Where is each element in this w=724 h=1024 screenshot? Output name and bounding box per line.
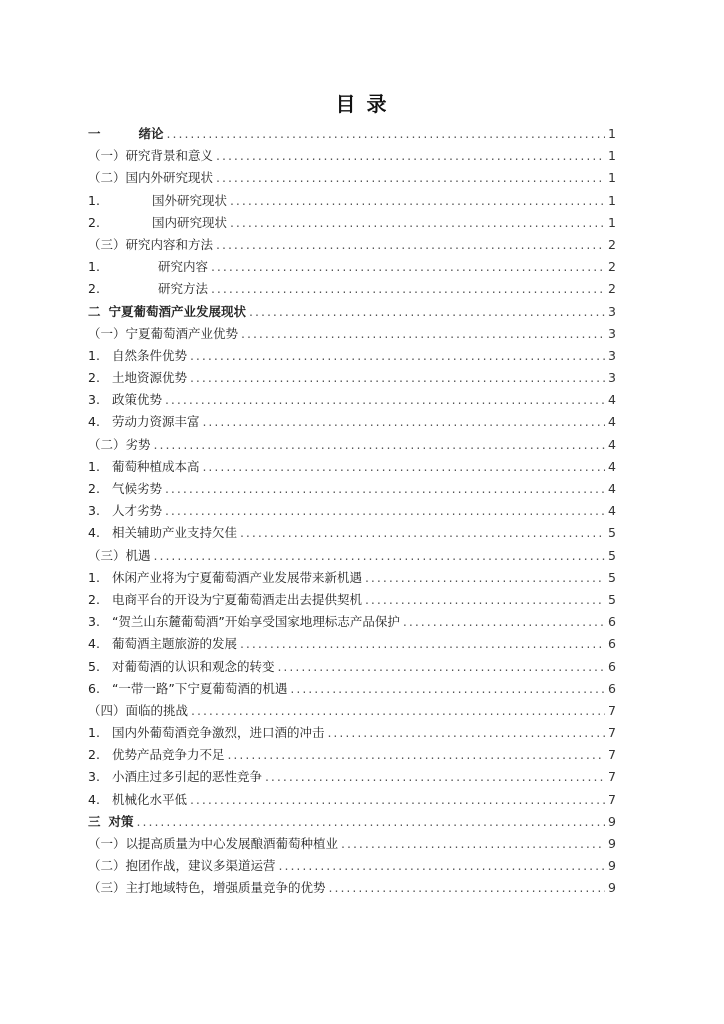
dot-leader	[290, 678, 605, 700]
toc-entry-page-number: 1	[608, 192, 616, 208]
table-of-contents	[88, 123, 616, 900]
toc-entry-label: 政策优势	[111, 392, 162, 408]
toc-entry[interactable]	[88, 567, 616, 589]
dot-leader	[329, 877, 605, 899]
toc-entry[interactable]	[88, 855, 616, 877]
toc-entry-label: “一带一路”下宁夏葡萄酒的机遇	[111, 680, 288, 696]
dot-leader	[403, 611, 605, 633]
toc-entry[interactable]	[88, 434, 616, 456]
toc-entry-number: 1.	[88, 259, 100, 275]
dot-leader	[216, 145, 605, 167]
toc-entry[interactable]	[88, 478, 616, 500]
toc-entry-number: 三	[88, 813, 101, 829]
toc-entry-number: 4.	[88, 525, 100, 541]
dot-leader	[165, 500, 605, 522]
toc-entry-page-number: 2	[608, 236, 616, 252]
toc-entry-label: （三）主打地域特色，增强质量竞争的优势	[88, 880, 326, 896]
toc-entry-label: 土地资源优势	[111, 370, 187, 386]
toc-entry-label: 劳动力资源丰富	[111, 414, 200, 430]
toc-entry-page-number: 4	[608, 436, 616, 452]
toc-entry-label: 对策	[108, 813, 134, 829]
toc-entry-label: 相关辅助产业支持欠佳	[111, 525, 237, 541]
toc-entry[interactable]	[88, 500, 616, 522]
dot-leader	[211, 278, 605, 300]
toc-entry[interactable]	[88, 811, 616, 833]
toc-entry-page-number: 7	[608, 791, 616, 807]
toc-entry[interactable]	[88, 789, 616, 811]
toc-entry[interactable]	[88, 722, 616, 744]
dot-leader	[154, 545, 605, 567]
toc-entry-label: 研究方法	[157, 281, 208, 297]
dot-leader	[190, 789, 605, 811]
dot-leader	[216, 234, 605, 256]
toc-entry-label: 对葡萄酒的认识和观念的转变	[111, 658, 275, 674]
toc-entry-page-number: 6	[608, 680, 616, 696]
toc-entry-number: 二	[88, 303, 101, 319]
toc-entry-page-number: 9	[608, 880, 616, 896]
toc-entry-page-number: 6	[608, 636, 616, 652]
dot-leader	[265, 766, 605, 788]
toc-entry-number: 2.	[88, 281, 100, 297]
toc-entry[interactable]	[88, 411, 616, 433]
toc-entry-page-number: 4	[608, 414, 616, 430]
toc-entry-label: 人才劣势	[111, 503, 162, 519]
dot-leader	[230, 212, 605, 234]
toc-entry-label: （一）研究背景和意义	[88, 148, 214, 164]
toc-entry-label: 绪论	[138, 126, 164, 141]
toc-entry-page-number: 6	[608, 614, 616, 630]
dot-leader	[240, 633, 605, 655]
toc-entry-page-number: 1	[608, 148, 616, 164]
toc-entry-label: 国内研究现状	[151, 214, 227, 230]
toc-entry-page-number: 5	[608, 525, 616, 541]
toc-entry-page-number: 1	[608, 170, 616, 186]
toc-entry-page-number: 7	[608, 769, 616, 785]
toc-entry[interactable]	[88, 877, 616, 899]
toc-entry[interactable]	[88, 522, 616, 544]
toc-entry-label: （二）国内外研究现状	[88, 170, 214, 186]
dot-leader	[154, 434, 605, 456]
toc-entry[interactable]	[88, 833, 616, 855]
toc-entry-page-number: 5	[608, 591, 616, 607]
toc-entry[interactable]	[88, 744, 616, 766]
toc-entry-label: 休闲产业将为宁夏葡萄酒产业发展带来新机遇	[111, 569, 362, 585]
toc-entry-page-number: 2	[608, 281, 616, 297]
toc-entry-number: 1.	[88, 569, 100, 585]
toc-entry-number: 6.	[88, 680, 100, 696]
toc-entry-number: 一	[88, 126, 101, 141]
toc-entry-label: 小酒庄过多引起的恶性竞争	[111, 769, 262, 785]
dot-leader	[165, 478, 605, 500]
toc-entry[interactable]	[88, 656, 616, 678]
toc-entry-label: 葡萄种植成本高	[111, 458, 200, 474]
page-title: 目 录	[335, 92, 389, 116]
dot-leader	[202, 456, 605, 478]
toc-entry-page-number: 1	[608, 126, 616, 141]
toc-entry-page-number: 6	[608, 658, 616, 674]
toc-entry-number: 5.	[88, 658, 100, 674]
toc-entry-page-number: 4	[608, 392, 616, 408]
dot-leader	[216, 167, 605, 189]
dot-leader	[227, 744, 605, 766]
toc-entry[interactable]	[88, 190, 616, 212]
toc-entry-page-number: 3	[608, 370, 616, 386]
toc-entry-label: 电商平台的开设为宁夏葡萄酒走出去提供契机	[111, 591, 362, 607]
toc-entry-page-number: 4	[608, 481, 616, 496]
toc-entry[interactable]	[88, 766, 616, 788]
toc-entry-number: 2.	[88, 747, 100, 763]
toc-entry-label: 机械化水平低	[111, 791, 187, 807]
toc-entry-page-number: 7	[608, 702, 616, 718]
toc-entry-page-number: 7	[608, 725, 616, 741]
toc-entry[interactable]	[88, 611, 616, 633]
toc-entry-page-number: 9	[608, 836, 616, 851]
dot-leader	[365, 589, 605, 611]
toc-entry-page-number: 1	[608, 214, 616, 230]
toc-entry[interactable]	[88, 145, 616, 167]
dot-leader	[190, 367, 605, 389]
toc-entry-label: “贺兰山东麓葡萄酒”开始享受国家地理标志产品保护	[111, 614, 400, 630]
dot-leader	[277, 656, 605, 678]
toc-entry[interactable]	[88, 389, 616, 411]
toc-entry-number: 4.	[88, 414, 100, 430]
toc-entry-page-number: 3	[608, 303, 616, 319]
toc-entry-label: （四）面临的挑战	[88, 702, 189, 718]
toc-entry-page-number: 5	[608, 569, 616, 585]
toc-entry-label: （三）机遇	[88, 547, 151, 563]
toc-entry-number: 3.	[88, 503, 100, 519]
dot-leader	[341, 833, 605, 855]
toc-entry-number: 1.	[88, 192, 100, 208]
toc-entry-label: 葡萄酒主题旅游的发展	[111, 636, 237, 652]
toc-entry[interactable]	[88, 633, 616, 655]
toc-entry[interactable]	[88, 367, 616, 389]
toc-entry-label: （二）劣势	[88, 436, 151, 452]
toc-entry-page-number: 9	[608, 858, 616, 874]
dot-leader	[279, 855, 605, 877]
dot-leader	[327, 722, 605, 744]
dot-leader	[249, 301, 605, 323]
dot-leader	[240, 522, 605, 544]
toc-entry-number: 2.	[88, 214, 100, 230]
toc-entry[interactable]	[88, 456, 616, 478]
toc-entry-page-number: 4	[608, 458, 616, 474]
toc-entry-label: （二）抱团作战，建议多渠道运营	[88, 858, 276, 874]
toc-entry[interactable]	[88, 678, 616, 700]
toc-entry[interactable]	[88, 345, 616, 367]
toc-entry-number: 4.	[88, 791, 100, 807]
toc-entry[interactable]	[88, 123, 616, 145]
toc-entry-number: 3.	[88, 614, 100, 630]
toc-entry-number: 4.	[88, 636, 100, 652]
toc-entry[interactable]	[88, 589, 616, 611]
toc-entry-number: 3.	[88, 392, 100, 408]
toc-entry[interactable]	[88, 234, 616, 256]
toc-entry-number: 1.	[88, 725, 100, 741]
toc-entry-label: 优势产品竞争力不足	[111, 747, 225, 763]
toc-entry-page-number: 3	[608, 325, 616, 341]
toc-entry[interactable]	[88, 700, 616, 722]
toc-entry-label: （一）宁夏葡萄酒产业优势	[88, 325, 239, 341]
toc-entry-page-number: 4	[608, 503, 616, 519]
toc-entry-label: 宁夏葡萄酒产业发展现状	[108, 303, 247, 319]
toc-entry[interactable]	[88, 323, 616, 345]
dot-leader	[167, 123, 605, 145]
toc-entry-page-number: 5	[608, 547, 616, 563]
dot-leader	[137, 811, 605, 833]
toc-entry[interactable]	[88, 212, 616, 234]
toc-entry[interactable]	[88, 278, 616, 300]
toc-entry-page-number: 3	[608, 347, 616, 363]
toc-entry-label: （一）以提高质量为中心发展酿酒葡萄种植业	[88, 836, 339, 851]
toc-entry-number: 2.	[88, 370, 100, 386]
toc-entry-label: 研究内容	[157, 259, 208, 275]
dot-leader	[230, 190, 605, 212]
dot-leader	[191, 700, 605, 722]
toc-entry[interactable]	[88, 167, 616, 189]
dot-leader	[241, 323, 605, 345]
toc-entry[interactable]	[88, 301, 616, 323]
toc-entry-number: 2.	[88, 481, 100, 496]
dot-leader	[165, 389, 605, 411]
toc-entry-label: （三）研究内容和方法	[88, 236, 214, 252]
toc-entry-number: 2.	[88, 591, 100, 607]
toc-entry-page-number: 7	[608, 747, 616, 763]
dot-leader	[190, 345, 605, 367]
toc-entry-page-number: 2	[608, 259, 616, 275]
dot-leader	[202, 411, 605, 433]
toc-entry-label: 国外研究现状	[151, 192, 227, 208]
toc-entry[interactable]	[88, 256, 616, 278]
toc-entry-number: 1.	[88, 458, 100, 474]
toc-entry-page-number: 9	[608, 813, 616, 829]
toc-entry-label: 气候劣势	[111, 481, 162, 496]
toc-entry-label: 自然条件优势	[111, 347, 187, 363]
toc-entry-number: 3.	[88, 769, 100, 785]
toc-entry-number: 1.	[88, 347, 100, 363]
toc-entry-label: 国内外葡萄酒竞争激烈，进口酒的冲击	[111, 725, 325, 741]
toc-entry[interactable]	[88, 545, 616, 567]
dot-leader	[365, 567, 605, 589]
dot-leader	[211, 256, 605, 278]
